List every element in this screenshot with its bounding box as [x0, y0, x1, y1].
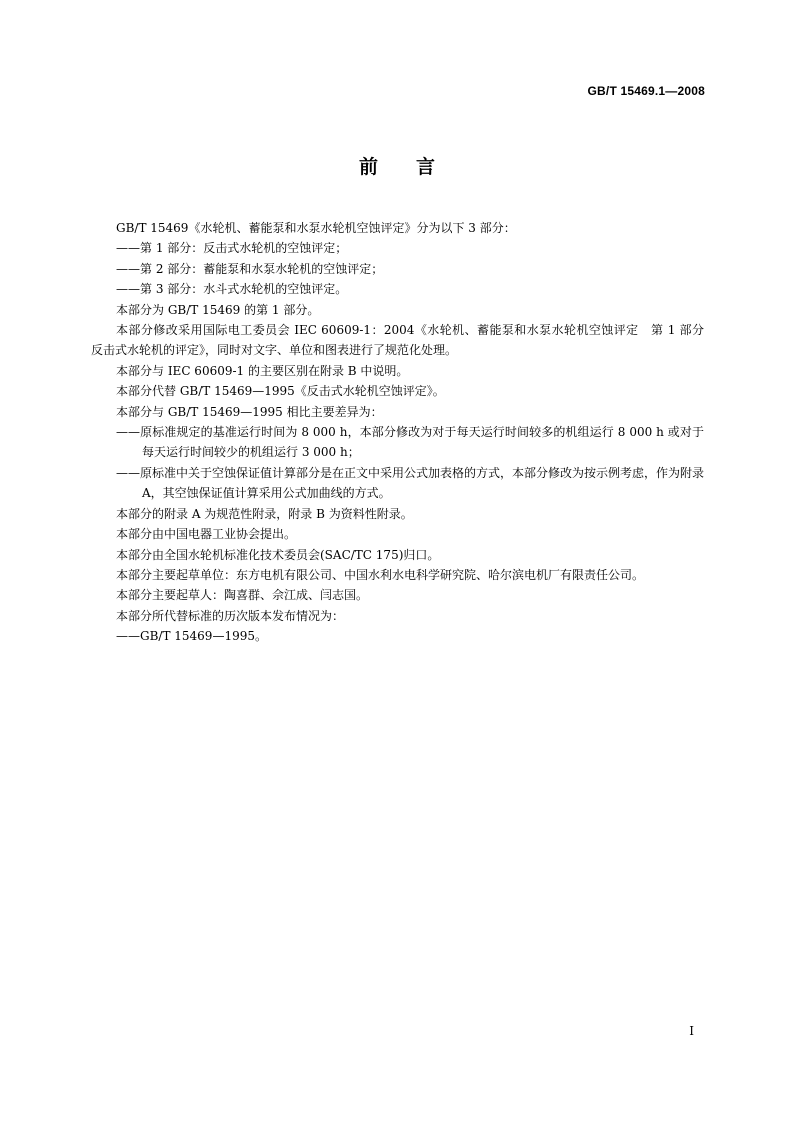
- paragraph: 本部分代替 GB/T 15469—1995《反击式水轮机空蚀评定》。: [116, 384, 445, 399]
- paragraph: 本部分修改采用国际电工委员会 IEC 60609-1：2004《水轮机、蓄能泵和水泵水轮机空蚀评定 第 1 部分 反击式水轮机的评定》，同时对文字、单位和图表进行了规范化处理。: [91, 323, 717, 358]
- list-item: ——第 1 部分：反击式水轮机的空蚀评定；: [116, 241, 348, 256]
- list-item: ——原标准规定的基准运行时间为 8 000 h，本部分修改为对于每天运行时间较多的机组运行 8 000 h 或对于每天运行时间较少的机组运行 3 000 h；: [116, 425, 704, 460]
- list-item: ——GB/T 15469—1995。: [116, 629, 267, 644]
- foreword-body: [91, 218, 717, 647]
- list-item: ——原标准中关于空蚀保证值计算部分是在正文中采用公式加表格的方式，本部分修改为按示例考虑，作为附录 A，其空蚀保证值计算采用公式加曲线的方式。: [116, 465, 705, 501]
- list-item: ——第 3 部分：水斗式水轮机的空蚀评定。: [116, 282, 348, 297]
- paragraph: 本部分所代替标准的历次版本发布情况为：: [116, 608, 345, 623]
- page-number: I: [689, 1024, 694, 1038]
- page-title: 前言: [358, 156, 473, 178]
- paragraph: 本部分主要起草人：陶喜群、佘江成、闫志国。: [116, 588, 369, 603]
- paragraph: 本部分与 IEC 60609-1 的主要区别在附录 B 中说明。: [116, 363, 409, 378]
- paragraph: 本部分的附录 A 为规范性附录，附录 B 为资料性附录。: [116, 506, 413, 521]
- paragraph: 本部分由全国水轮机标准化技术委员会(SAC/TC 175)归口。: [116, 547, 440, 562]
- list-item: ——第 2 部分：蓄能泵和水泵水轮机的空蚀评定；: [116, 261, 384, 276]
- paragraph: GB/T 15469《水轮机、蓄能泵和水泵水轮机空蚀评定》分为以下 3 部分：: [116, 221, 516, 235]
- paragraph: 本部分主要起草单位：东方电机有限公司、中国水利水电科学研究院、哈尔滨电机厂有限责任公司。: [116, 567, 645, 582]
- paragraph: 本部分由中国电器工业协会提出。: [116, 527, 297, 542]
- standard-code: GB/T 15469.1—2008: [587, 84, 705, 98]
- paragraph: 本部分为 GB/T 15469 的第 1 部分。: [116, 302, 320, 317]
- paragraph: 本部分与 GB/T 15469—1995 相比主要差异为：: [116, 404, 383, 419]
